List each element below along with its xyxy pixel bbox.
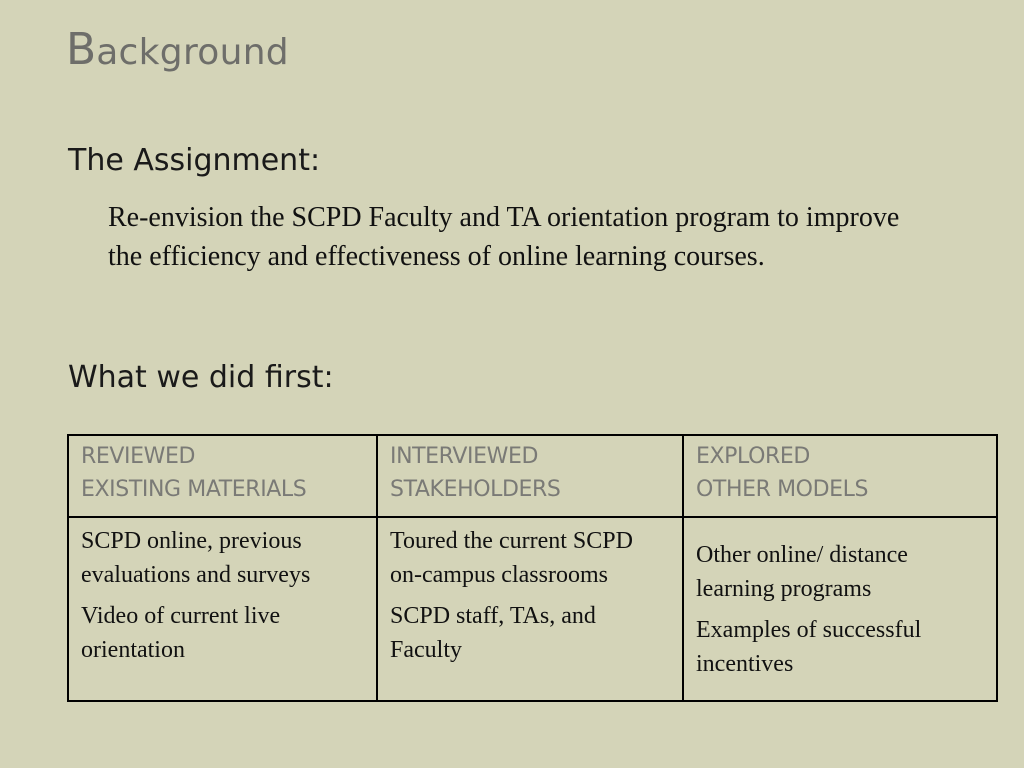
cell-item: Toured the current SCPD on-campus classrooms: [390, 528, 633, 588]
cell-explored: [683, 517, 997, 701]
cell-item: Video of current live orientation: [81, 603, 281, 663]
slide-title: [66, 24, 289, 75]
header-line: EXISTING MATERIALS: [81, 477, 307, 502]
header-reviewed: [68, 435, 377, 517]
cell-item: SCPD online, previous evaluations and surveys: [81, 528, 311, 588]
header-explored: [683, 435, 997, 517]
cell-item: Examples of successful incentives: [696, 616, 922, 677]
table-header-row: [68, 435, 997, 517]
header-line: STAKEHOLDERS: [390, 477, 561, 502]
header-line: EXPLORED: [696, 444, 810, 469]
header-line: REVIEWED: [81, 444, 196, 469]
cell-item: SCPD staff, TAs, and Faculty: [390, 603, 596, 663]
slide-title-rest: ackground: [96, 32, 289, 73]
cell-item: Other online/ distance learning programs: [696, 541, 908, 602]
assignment-heading: The Assignment:: [68, 143, 321, 178]
header-interviewed: [377, 435, 683, 517]
cell-reviewed: [68, 517, 377, 701]
assignment-text: Re-envision the SCPD Faculty and TA orientation program to improve the efficiency and effectiveness of online learning courses.: [108, 202, 900, 272]
activities-table: [67, 434, 998, 702]
header-line: OTHER MODELS: [696, 477, 869, 502]
table-row: [68, 517, 997, 701]
slide-title-initial: B: [66, 24, 97, 75]
cell-interviewed: [377, 517, 683, 701]
header-line: INTERVIEWED: [390, 444, 538, 469]
first-steps-heading: What we did first:: [68, 360, 334, 395]
